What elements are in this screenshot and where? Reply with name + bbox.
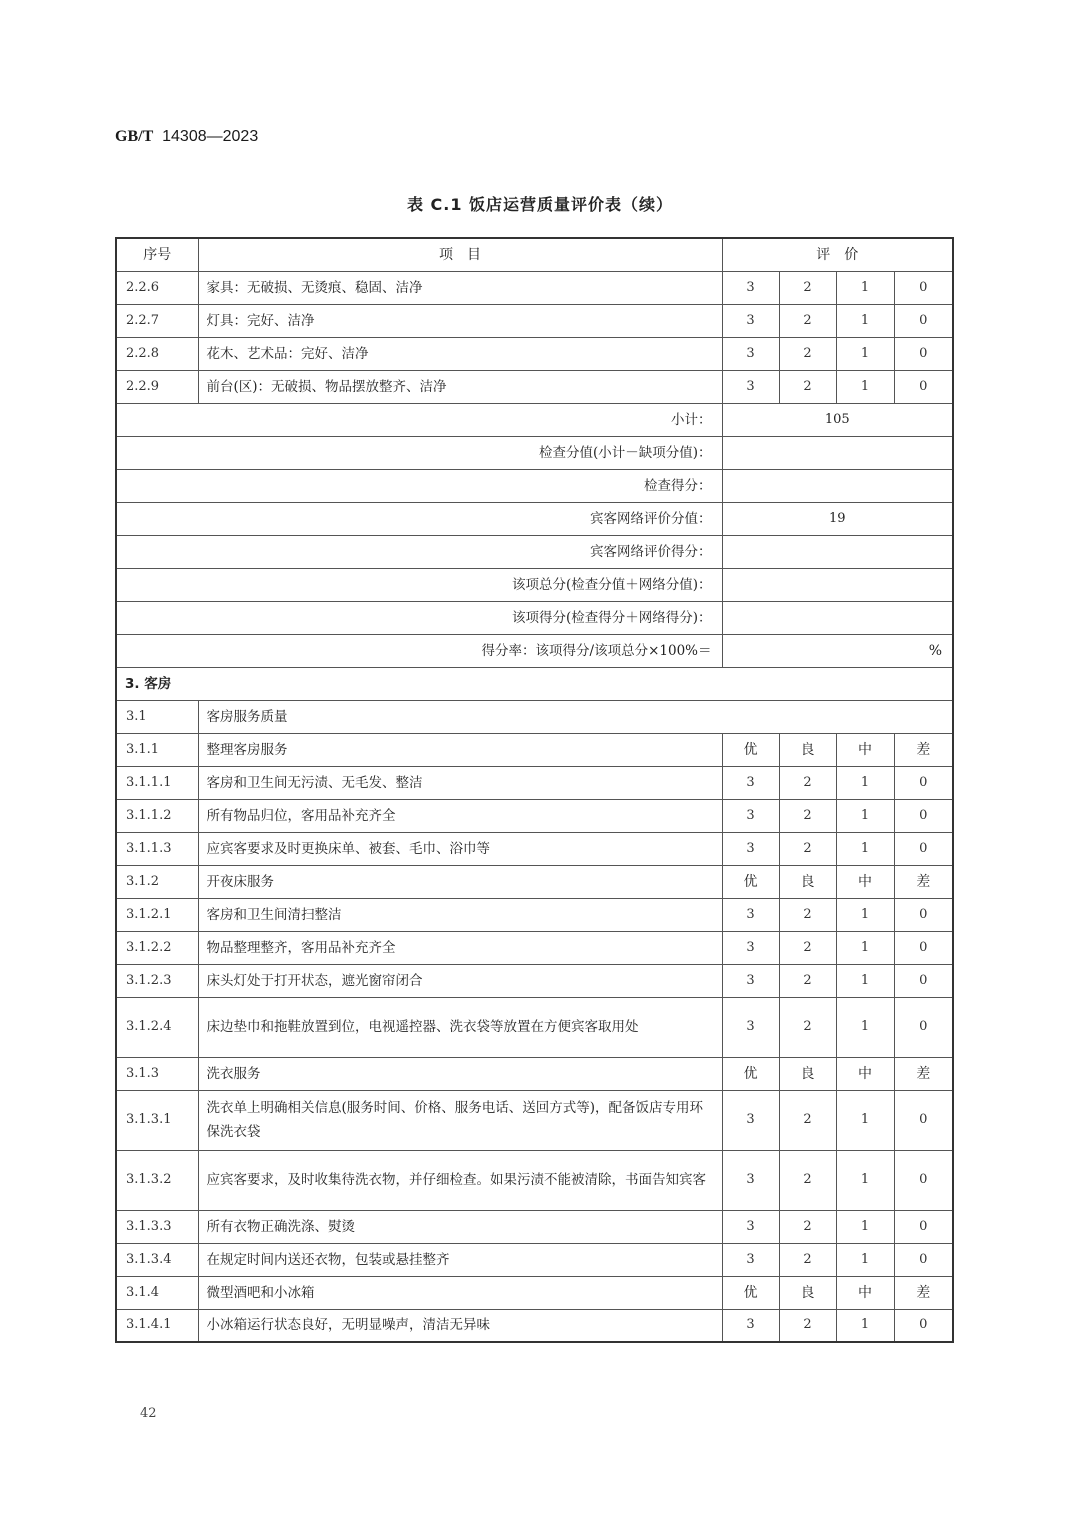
- grade-label: 良: [779, 865, 836, 898]
- score-cell: 1: [836, 931, 894, 964]
- score-cell: 2: [779, 370, 836, 403]
- summary-value: [722, 568, 953, 601]
- subsection-seq: 3.1: [116, 700, 198, 733]
- score-cell: 1: [836, 1210, 894, 1243]
- summary-label: 宾客网络评价分值：: [116, 502, 722, 535]
- group-header-row: [116, 733, 953, 766]
- score-cell: 2: [779, 766, 836, 799]
- grade-label: 差: [894, 1276, 953, 1309]
- table-row: [116, 766, 953, 799]
- row-seq: 3.1.1.1: [116, 766, 198, 799]
- grade-label: 中: [836, 1276, 894, 1309]
- summary-row: [116, 535, 953, 568]
- section-title: 3. 客房: [116, 667, 953, 700]
- row-item: 小冰箱运行状态良好，无明显噪声，清洁无异味: [198, 1309, 722, 1342]
- score-cell: 0: [894, 1150, 953, 1210]
- summary-value: [722, 535, 953, 568]
- row-seq: 3.1.2.2: [116, 931, 198, 964]
- score-cell: 3: [722, 337, 779, 370]
- score-cell: 0: [894, 337, 953, 370]
- row-item: 所有衣物正确洗涤、熨烫: [198, 1210, 722, 1243]
- score-cell: 1: [836, 1243, 894, 1276]
- score-cell: 0: [894, 1210, 953, 1243]
- summary-label: 宾客网络评价得分：: [116, 535, 722, 568]
- score-cell: 3: [722, 370, 779, 403]
- group-seq: 3.1.1: [116, 733, 198, 766]
- score-cell: 1: [836, 964, 894, 997]
- subsection-item: 客房服务质量: [198, 700, 953, 733]
- group-item: 微型酒吧和小冰箱: [198, 1276, 722, 1309]
- summary-row: [116, 634, 953, 667]
- group-item: 开夜床服务: [198, 865, 722, 898]
- summary-value: [722, 469, 953, 502]
- table-row: [116, 997, 953, 1057]
- score-cell: 3: [722, 931, 779, 964]
- score-cell: 3: [722, 271, 779, 304]
- table-row: [116, 964, 953, 997]
- score-cell: 0: [894, 1090, 953, 1150]
- score-cell: 2: [779, 1090, 836, 1150]
- group-header-row: [116, 1276, 953, 1309]
- score-cell: 2: [779, 964, 836, 997]
- grade-label: 差: [894, 733, 953, 766]
- row-item: 前台(区)：无破损、物品摆放整齐、洁净: [198, 370, 722, 403]
- grade-label: 优: [722, 733, 779, 766]
- score-cell: 0: [894, 931, 953, 964]
- score-cell: 1: [836, 997, 894, 1057]
- score-cell: 2: [779, 304, 836, 337]
- score-cell: 2: [779, 799, 836, 832]
- score-cell: 3: [722, 832, 779, 865]
- grade-label: 差: [894, 1057, 953, 1090]
- row-seq: 3.1.1.2: [116, 799, 198, 832]
- score-cell: 2: [779, 1150, 836, 1210]
- row-item: 床边垫巾和拖鞋放置到位，电视遥控器、洗衣袋等放置在方便宾客取用处: [198, 997, 722, 1057]
- score-cell: 0: [894, 1309, 953, 1342]
- score-cell: 3: [722, 766, 779, 799]
- table-row: [116, 370, 953, 403]
- score-cell: 2: [779, 832, 836, 865]
- score-cell: 3: [722, 799, 779, 832]
- row-seq: 3.1.3.4: [116, 1243, 198, 1276]
- grade-label: 优: [722, 1276, 779, 1309]
- score-cell: 0: [894, 1243, 953, 1276]
- section-row: [116, 667, 953, 700]
- grade-label: 差: [894, 865, 953, 898]
- score-cell: 1: [836, 799, 894, 832]
- summary-label: 检查得分：: [116, 469, 722, 502]
- row-seq: 3.1.2.3: [116, 964, 198, 997]
- group-header-row: [116, 865, 953, 898]
- score-cell: 3: [722, 1210, 779, 1243]
- score-cell: 0: [894, 271, 953, 304]
- grade-label: 良: [779, 1276, 836, 1309]
- evaluation-table: [115, 237, 954, 1343]
- score-cell: 0: [894, 304, 953, 337]
- grade-label: 中: [836, 1057, 894, 1090]
- table-row: [116, 1243, 953, 1276]
- table-row: [116, 1150, 953, 1210]
- score-cell: 3: [722, 997, 779, 1057]
- grade-label: 良: [779, 1057, 836, 1090]
- score-cell: 2: [779, 337, 836, 370]
- table-header-row: [116, 238, 953, 271]
- grade-label: 良: [779, 733, 836, 766]
- subsection-row: [116, 700, 953, 733]
- score-cell: 0: [894, 997, 953, 1057]
- score-cell: 3: [722, 964, 779, 997]
- row-seq: 3.1.3.2: [116, 1150, 198, 1210]
- table-row: [116, 337, 953, 370]
- score-cell: 1: [836, 832, 894, 865]
- score-cell: 1: [836, 766, 894, 799]
- summary-value: [722, 601, 953, 634]
- score-cell: 2: [779, 1243, 836, 1276]
- summary-label: 检查分值(小计－缺项分值)：: [116, 436, 722, 469]
- group-item: 洗衣服务: [198, 1057, 722, 1090]
- score-cell: 1: [836, 898, 894, 931]
- table-row: [116, 271, 953, 304]
- table-row: [116, 898, 953, 931]
- grade-label: 中: [836, 865, 894, 898]
- summary-value: [722, 436, 953, 469]
- score-cell: 2: [779, 1210, 836, 1243]
- table-row: [116, 832, 953, 865]
- table-row: [116, 1210, 953, 1243]
- page-number: 42: [140, 1406, 157, 1421]
- row-item: 床头灯处于打开状态，遮光窗帘闭合: [198, 964, 722, 997]
- summary-label: 得分率：该项得分/该项总分×100%＝: [116, 634, 722, 667]
- summary-row: [116, 436, 953, 469]
- summary-value: 19: [722, 502, 953, 535]
- row-item: 客房和卫生间无污渍、无毛发、整洁: [198, 766, 722, 799]
- table-row: [116, 304, 953, 337]
- row-seq: 2.2.8: [116, 337, 198, 370]
- row-item: 物品整理整齐，客用品补充齐全: [198, 931, 722, 964]
- summary-row: [116, 502, 953, 535]
- score-cell: 2: [779, 271, 836, 304]
- grade-label: 中: [836, 733, 894, 766]
- score-cell: 0: [894, 370, 953, 403]
- summary-row: [116, 568, 953, 601]
- score-cell: 2: [779, 1309, 836, 1342]
- row-seq: 3.1.2.1: [116, 898, 198, 931]
- score-cell: 3: [722, 304, 779, 337]
- score-cell: 2: [779, 997, 836, 1057]
- row-item: 灯具：完好、洁净: [198, 304, 722, 337]
- score-cell: 3: [722, 1090, 779, 1150]
- row-seq: 2.2.6: [116, 271, 198, 304]
- group-header-row: [116, 1057, 953, 1090]
- score-cell: 1: [836, 1090, 894, 1150]
- summary-value: 105: [722, 403, 953, 436]
- row-item: 应宾客要求，及时收集待洗衣物，并仔细检查。如果污渍不能被清除，书面告知宾客: [198, 1150, 722, 1210]
- score-cell: 3: [722, 1309, 779, 1342]
- summary-row: [116, 601, 953, 634]
- header-rating: 评 价: [722, 238, 953, 271]
- row-seq: 2.2.9: [116, 370, 198, 403]
- score-cell: 2: [779, 931, 836, 964]
- score-cell: 0: [894, 766, 953, 799]
- row-seq: 3.1.4.1: [116, 1309, 198, 1342]
- score-cell: 1: [836, 1150, 894, 1210]
- row-item: 所有物品归位，客用品补充齐全: [198, 799, 722, 832]
- score-cell: 0: [894, 832, 953, 865]
- row-item: 在规定时间内送还衣物，包装或悬挂整齐: [198, 1243, 722, 1276]
- summary-label: 该项得分(检查得分＋网络得分)：: [116, 601, 722, 634]
- summary-label: 小计：: [116, 403, 722, 436]
- grade-label: 优: [722, 865, 779, 898]
- row-item: 花木、艺术品：完好、洁净: [198, 337, 722, 370]
- standard-code: [115, 128, 258, 146]
- summary-row: [116, 403, 953, 436]
- grade-label: 优: [722, 1057, 779, 1090]
- score-cell: 2: [779, 898, 836, 931]
- summary-value: %: [722, 634, 953, 667]
- score-cell: 1: [836, 304, 894, 337]
- row-item: 客房和卫生间清扫整洁: [198, 898, 722, 931]
- table-row: [116, 1090, 953, 1150]
- score-cell: 1: [836, 1309, 894, 1342]
- row-seq: 3.1.1.3: [116, 832, 198, 865]
- score-cell: 0: [894, 964, 953, 997]
- score-cell: 0: [894, 799, 953, 832]
- row-item: 洗衣单上明确相关信息(服务时间、价格、服务电话、送回方式等)，配备饭店专用环保洗衣袋: [198, 1090, 722, 1150]
- score-cell: 1: [836, 271, 894, 304]
- table-row: [116, 799, 953, 832]
- score-cell: 1: [836, 370, 894, 403]
- row-seq: 3.1.3.1: [116, 1090, 198, 1150]
- group-seq: 3.1.3: [116, 1057, 198, 1090]
- score-cell: 0: [894, 898, 953, 931]
- row-seq: 2.2.7: [116, 304, 198, 337]
- score-cell: 1: [836, 337, 894, 370]
- row-seq: 3.1.3.3: [116, 1210, 198, 1243]
- score-cell: 3: [722, 898, 779, 931]
- group-seq: 3.1.2: [116, 865, 198, 898]
- standard-code-number: 14308—2023: [162, 128, 259, 145]
- table-title: 表 C.1 饭店运营质量评价表（续）: [406, 195, 674, 214]
- score-cell: 3: [722, 1150, 779, 1210]
- summary-label: 该项总分(检查分值＋网络分值)：: [116, 568, 722, 601]
- group-seq: 3.1.4: [116, 1276, 198, 1309]
- header-seq: 序号: [116, 238, 198, 271]
- row-item: 应宾客要求及时更换床单、被套、毛巾、浴巾等: [198, 832, 722, 865]
- row-item: 家具：无破损、无烫痕、稳固、洁净: [198, 271, 722, 304]
- summary-row: [116, 469, 953, 502]
- standard-code-prefix: GB/T: [115, 128, 154, 145]
- table-row: [116, 1309, 953, 1342]
- table-row: [116, 931, 953, 964]
- group-item: 整理客房服务: [198, 733, 722, 766]
- score-cell: 3: [722, 1243, 779, 1276]
- header-item: 项 目: [198, 238, 722, 271]
- row-seq: 3.1.2.4: [116, 997, 198, 1057]
